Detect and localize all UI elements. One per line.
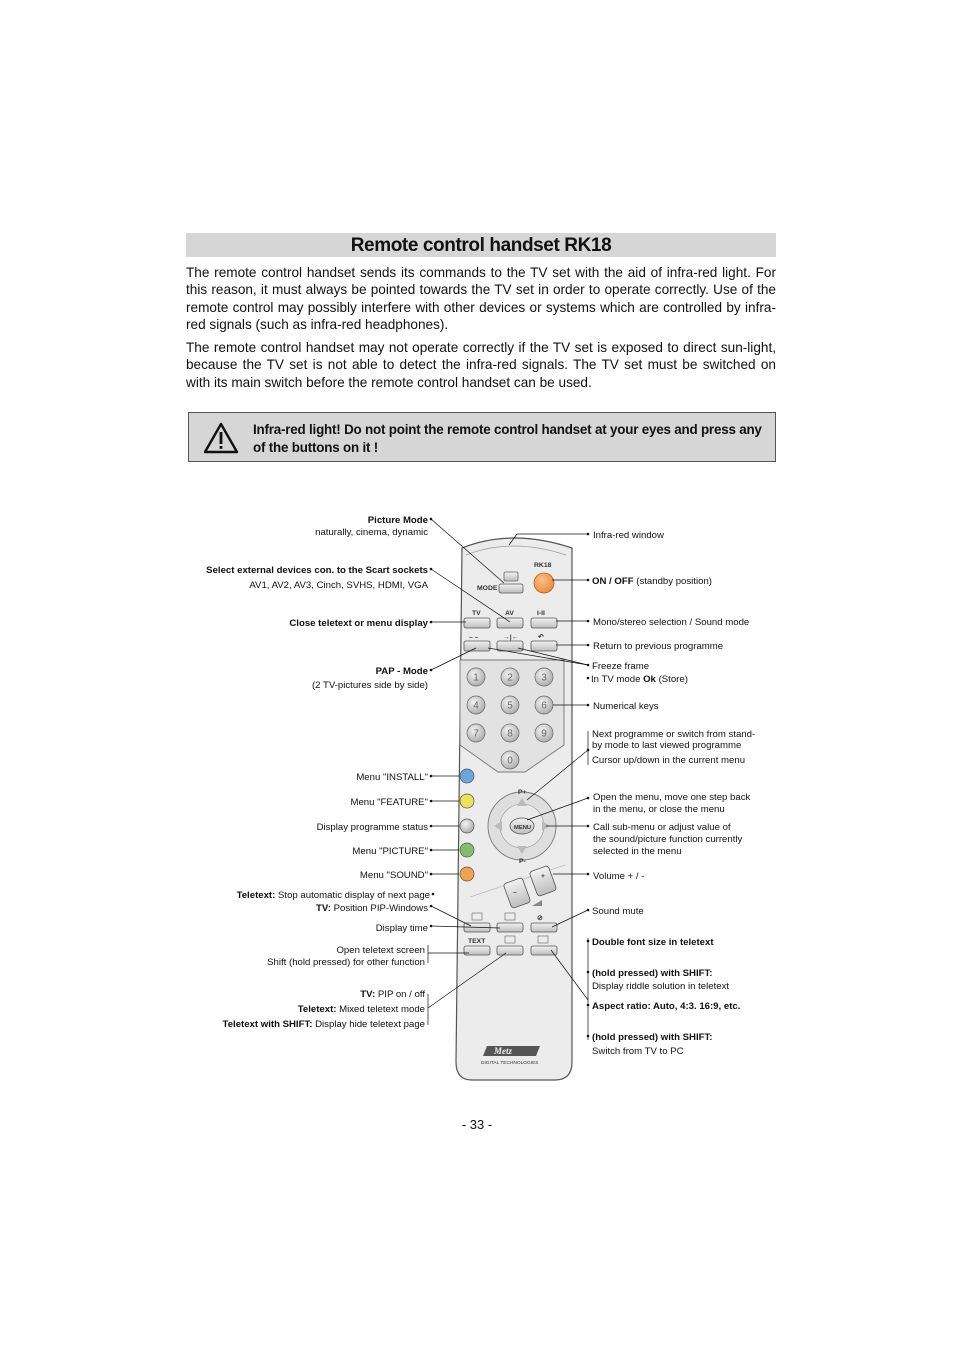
tvmode-label: In TV mode Ok (Store)	[591, 674, 688, 685]
shift-other-label: Shift (hold pressed) for other function	[267, 957, 425, 968]
p-plus-label: P+	[518, 789, 527, 796]
onoff-label: ON / OFF (standby position)	[592, 576, 712, 587]
pip-onoff-label: TV: PIP on / off	[360, 989, 425, 1000]
teletext-stop-label: Teletext: Stop automatic display of next page	[236, 890, 430, 901]
number-key-label: 1	[473, 672, 479, 684]
mute-label: Sound mute	[592, 906, 644, 917]
picture-label: Menu "PICTURE"	[352, 846, 428, 857]
display-time-button[interactable]	[497, 923, 523, 932]
freeze-label: Freeze frame	[592, 661, 650, 672]
pc-label: Switch from TV to PC	[592, 1046, 684, 1057]
metz-logo	[483, 1046, 540, 1056]
av-label: AV	[505, 610, 514, 617]
svg-text:↶: ↶	[538, 634, 544, 641]
picture-mode-title: Picture Mode	[367, 515, 428, 526]
open-teletext-label: Open teletext screen	[336, 945, 425, 956]
page-title: Remote control handset RK18	[186, 233, 776, 257]
number-key-label: 8	[507, 728, 513, 740]
display-time-label: Display time	[375, 923, 428, 934]
remote-model-label: RK18	[534, 562, 552, 569]
hold-shift-label-1: (hold pressed) with SHIFT:	[592, 968, 713, 979]
sound-label: Menu "SOUND"	[359, 870, 428, 881]
feature-label: Menu "FEATURE"	[350, 797, 428, 808]
svg-text:–: –	[513, 889, 517, 896]
svg-text:→|←: →|←	[503, 634, 519, 641]
number-key-label: 7	[473, 728, 479, 740]
feature-button[interactable]	[460, 794, 474, 808]
warning-text: Infra-red light! Do not point the remote control handset at your eyes and press any of the buttons on it !	[253, 422, 762, 455]
infrared-label: Infra-red window	[593, 530, 664, 541]
mixed-label: Teletext: Mixed teletext mode	[297, 1004, 425, 1015]
picture-mode-desc: naturally, cinema, dynamic	[315, 527, 428, 538]
double-font-button[interactable]	[531, 946, 557, 955]
av-button[interactable]	[497, 618, 523, 628]
aspect-label: Aspect ratio: Auto, 4:3. 16:9, etc.	[592, 1001, 741, 1012]
open-menu-label-1: Open the menu, move one step back	[593, 792, 751, 803]
mode-label: MODE	[477, 585, 498, 592]
mode-button[interactable]	[499, 584, 523, 593]
close-teletext-label: Close teletext or menu display	[289, 618, 428, 629]
tv-button[interactable]	[464, 618, 490, 628]
number-key-label: 3	[541, 672, 547, 684]
hold-shift-label-2: (hold pressed) with SHIFT:	[592, 1032, 713, 1043]
power-button[interactable]	[534, 573, 554, 593]
svg-text:– –: – –	[469, 634, 479, 641]
intro-paragraph-1: The remote control handset sends its commands to the TV set with the aid of infra-red light. For this reason, it must always be pointed towards the TV set in order to operate correctly. Use of the remote control may possibly interfere with other devices or systems which are controlled by infra-red signals (such as infra-red headphones).	[186, 265, 776, 332]
text-label: TEXT	[468, 938, 486, 945]
mute-button[interactable]	[531, 923, 557, 932]
riddle-label: Display riddle solution in teletext	[592, 981, 730, 992]
page-number: - 33 -	[461, 1117, 493, 1132]
open-menu-label-2: in the menu, or close the menu	[593, 804, 725, 815]
numerical-label: Numerical keys	[593, 701, 659, 712]
install-label: Menu "INSTALL"	[356, 772, 428, 783]
status-button[interactable]	[460, 819, 474, 833]
intro-paragraph-2: The remote control handset may not operate correctly if the TV set is exposed to direct sun-light, because the TV set is not able to detect the infra-red signals. The TV set must be switched on with its main switch before the remote control handset can be used.	[186, 340, 776, 390]
submenu-label-2: the sound/picture function currently	[593, 834, 743, 845]
mono-label-text: Mono/stereo selection / Sound mode	[593, 617, 750, 628]
volume-label: Volume + / -	[593, 871, 645, 882]
svg-text:+: +	[541, 873, 545, 880]
next-label-2: by mode to last viewed programme	[592, 740, 742, 751]
tv-pip-label: TV: Position PIP-Windows	[316, 903, 428, 914]
number-key-label: 9	[541, 728, 547, 740]
install-button[interactable]	[460, 769, 474, 783]
hide-label: Teletext with SHIFT: Display hide teletext page	[222, 1019, 425, 1030]
pap-desc: (2 TV-pictures side by side)	[311, 680, 428, 691]
sound-button[interactable]	[460, 867, 474, 881]
number-key-label: 0	[507, 755, 513, 767]
text-button[interactable]	[464, 946, 490, 955]
status-label: Display programme status	[316, 822, 428, 833]
pap-button[interactable]	[464, 641, 490, 651]
number-key-label: 5	[507, 700, 513, 712]
return-button[interactable]	[531, 641, 557, 651]
number-key-label: 4	[473, 700, 479, 712]
scart-title: Select external devices con. to the Scart sockets	[206, 565, 428, 576]
tv-label: TV	[472, 610, 481, 617]
brand-label: DIGITAL TECHNOLOGIES	[481, 1061, 539, 1066]
menu-label: MENU	[514, 825, 532, 831]
pip-onoff-button[interactable]	[497, 946, 523, 955]
double-font-label: Double font size in teletext	[592, 937, 714, 948]
next-label-1: Next programme or switch from stand-	[592, 729, 756, 740]
return-label: Return to previous programme	[593, 641, 724, 652]
scart-desc: AV1, AV2, AV3, Cinch, SVHS, HDMI, VGA	[249, 580, 428, 591]
number-key-label: 6	[541, 700, 547, 712]
pap-title: PAP - Mode	[375, 666, 428, 677]
freeze-button[interactable]	[497, 641, 523, 651]
svg-text:⊘: ⊘	[537, 915, 543, 922]
picture-button[interactable]	[460, 843, 474, 857]
submenu-label-1: Call sub-menu or adjust value of	[593, 822, 731, 833]
p-minus-label: P-	[519, 858, 526, 865]
cursor-label: Cursor up/down in the current menu	[592, 755, 746, 766]
submenu-label-3: selected in the menu	[593, 846, 682, 857]
mono-label: I-II	[537, 610, 545, 617]
number-key-label: 2	[507, 672, 513, 684]
mono-button[interactable]	[531, 618, 557, 628]
svg-text:Metz: Metz	[494, 1046, 512, 1056]
